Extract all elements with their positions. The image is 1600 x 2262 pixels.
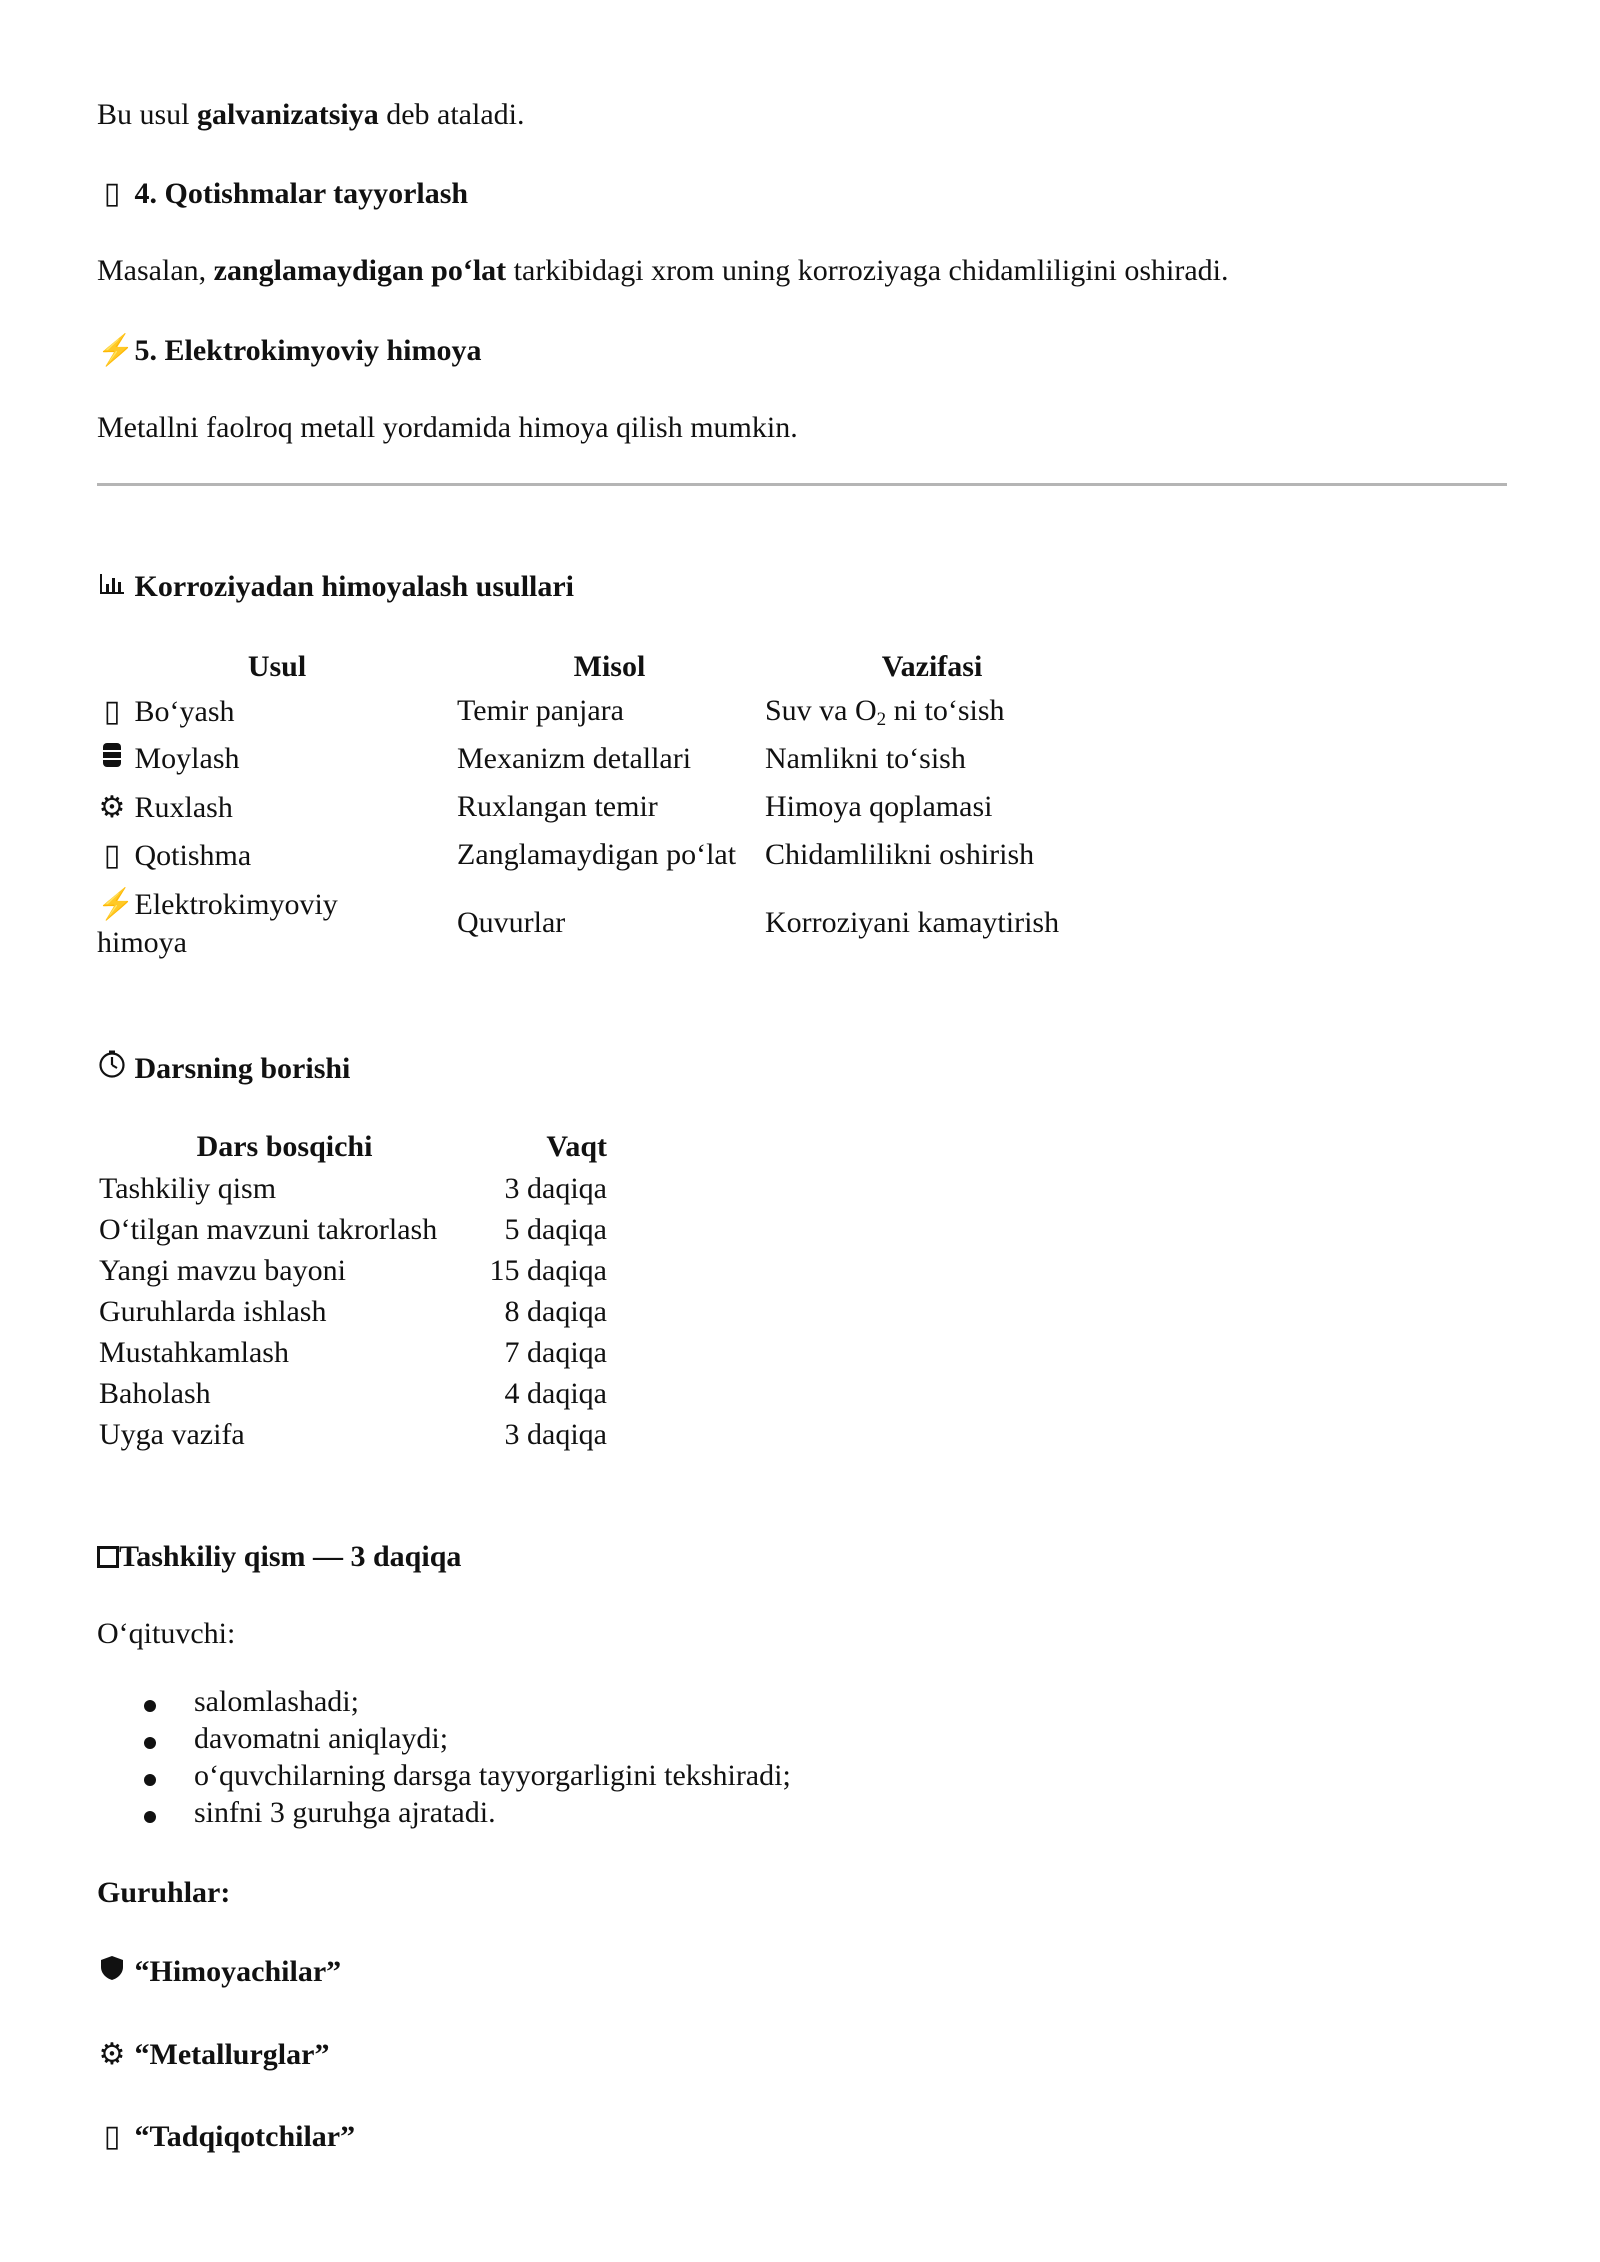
intro-bold-term: galvanizatsiya	[197, 98, 379, 131]
section-4-heading	[97, 176, 468, 211]
list-item: o‘quvchilarning darsga tayyorgarligini tekshiradi;	[194, 1759, 791, 1792]
section-5-heading	[97, 333, 481, 368]
section-5-title: 5. Elektrokimyoviy himoya	[134, 334, 482, 367]
tofu-icon: ▯	[103, 177, 121, 210]
methods-header-usul: Usul	[247, 650, 307, 683]
table-row	[97, 742, 240, 776]
methods-header-misol: Misol	[573, 650, 646, 683]
method-example: Mexanizm detallari	[457, 742, 692, 775]
lesson-stage: Tashkiliy qism	[99, 1172, 277, 1205]
method-example: Ruxlangan temir	[457, 790, 658, 823]
list-item: salomlashadi;	[194, 1685, 359, 1718]
section-4-text: Masalan,	[97, 254, 214, 287]
method-purpose: Korroziyani kamaytirish	[765, 906, 1060, 939]
lesson-header-stage: Dars bosqichi	[196, 1130, 373, 1163]
list-item: sinfni 3 guruhga ajratadi.	[194, 1796, 496, 1829]
groups-title: Guruhlar:	[97, 1876, 231, 1909]
lesson-time: 15 daqiqa	[489, 1254, 607, 1287]
method-name: Elektrokimyoviy	[134, 888, 338, 921]
oil-drum-icon	[97, 742, 127, 776]
lesson-heading	[97, 1050, 350, 1086]
bullet	[144, 1811, 156, 1823]
list-item: davomatni aniqlaydi;	[194, 1722, 449, 1755]
lesson-time: 3 daqiqa	[504, 1418, 607, 1451]
methods-title: Korroziyadan himoyalash usullari	[134, 570, 575, 603]
horizontal-rule	[97, 483, 1507, 486]
group-item	[97, 2119, 355, 2154]
lesson-time: 4 daqiqa	[504, 1377, 607, 1410]
table-row	[97, 694, 235, 729]
group-name: “Metallurglar”	[134, 2038, 330, 2071]
lightning-icon: ⚡	[97, 334, 135, 367]
org-heading	[97, 1540, 461, 1574]
method-purpose-text-end: ni to‘sish	[886, 694, 1005, 727]
section-4-text-end: tarkibidagi xrom uning korroziyaga chidamliligini oshiradi.	[506, 254, 1229, 287]
lesson-stage: Uyga vazifa	[99, 1418, 245, 1451]
lesson-stage: O‘tilgan mavzuni takrorlash	[99, 1213, 438, 1246]
group-name: “Himoyachilar”	[134, 1955, 342, 1988]
method-purpose	[765, 694, 1005, 731]
lesson-time: 3 daqiqa	[504, 1172, 607, 1205]
bullet	[144, 1700, 156, 1712]
group-name: “Tadqiqotchilar”	[134, 2120, 356, 2153]
shield-icon	[97, 1955, 127, 1989]
method-name-continued: himoya	[97, 926, 187, 959]
intro-text-end: deb ataladi.	[378, 98, 525, 131]
method-purpose: Himoya qoplamasi	[765, 790, 993, 823]
bar-chart-icon	[97, 570, 127, 604]
tofu-icon: ▯	[103, 2120, 121, 2153]
bullet	[144, 1737, 156, 1749]
method-purpose-text: Suv va O	[765, 694, 877, 727]
lesson-title: Darsning borishi	[134, 1052, 351, 1085]
tofu-icon: ▯	[103, 695, 121, 728]
group-item	[97, 2037, 329, 2072]
method-purpose: Chidamlilikni oshirish	[765, 838, 1035, 871]
gear-icon: ⚙	[98, 791, 126, 824]
section-4-title: 4. Qotishmalar tayyorlash	[134, 177, 469, 210]
lightning-icon: ⚡	[97, 888, 135, 921]
tofu-icon: ▯	[103, 839, 121, 872]
method-example: Quvurlar	[457, 906, 566, 939]
bullet	[144, 1774, 156, 1786]
lesson-header-time: Vaqt	[546, 1130, 607, 1163]
intro-paragraph	[97, 98, 524, 132]
section-4-paragraph	[97, 254, 1229, 288]
teacher-label: O‘qituvchi:	[97, 1617, 236, 1650]
lesson-stage: Mustahkamlash	[99, 1336, 289, 1369]
method-example: Temir panjara	[457, 694, 624, 727]
gear-icon: ⚙	[98, 2038, 126, 2071]
table-row	[97, 887, 338, 922]
method-name: Bo‘yash	[134, 695, 235, 728]
org-title: Tashkiliy qism — 3 daqiqa	[119, 1540, 462, 1573]
subscript: 2	[876, 709, 887, 730]
section-5-paragraph: Metallni faolroq metall yordamida himoya qilish mumkin.	[97, 411, 798, 444]
lesson-stage: Yangi mavzu bayoni	[99, 1254, 346, 1287]
lesson-stage: Guruhlarda ishlash	[99, 1295, 327, 1328]
method-name: Qotishma	[134, 839, 252, 872]
methods-header-vazifasi: Vazifasi	[881, 650, 983, 683]
method-name: Ruxlash	[134, 791, 233, 824]
square-icon	[97, 1546, 119, 1568]
methods-heading	[97, 570, 574, 604]
table-row	[97, 838, 251, 873]
method-purpose: Namlikni to‘sish	[765, 742, 966, 775]
method-example: Zanglamaydigan po‘lat	[457, 838, 737, 871]
section-4-bold-term: zanglamaydigan po‘lat	[213, 254, 507, 287]
lesson-stage: Baholash	[99, 1377, 211, 1410]
stopwatch-icon	[97, 1050, 127, 1086]
lesson-time: 5 daqiqa	[504, 1213, 607, 1246]
intro-text: Bu usul	[97, 98, 198, 131]
lesson-time: 7 daqiqa	[504, 1336, 607, 1369]
table-row	[97, 790, 233, 825]
lesson-time: 8 daqiqa	[504, 1295, 607, 1328]
group-item	[97, 1955, 341, 1989]
method-name: Moylash	[134, 742, 240, 775]
